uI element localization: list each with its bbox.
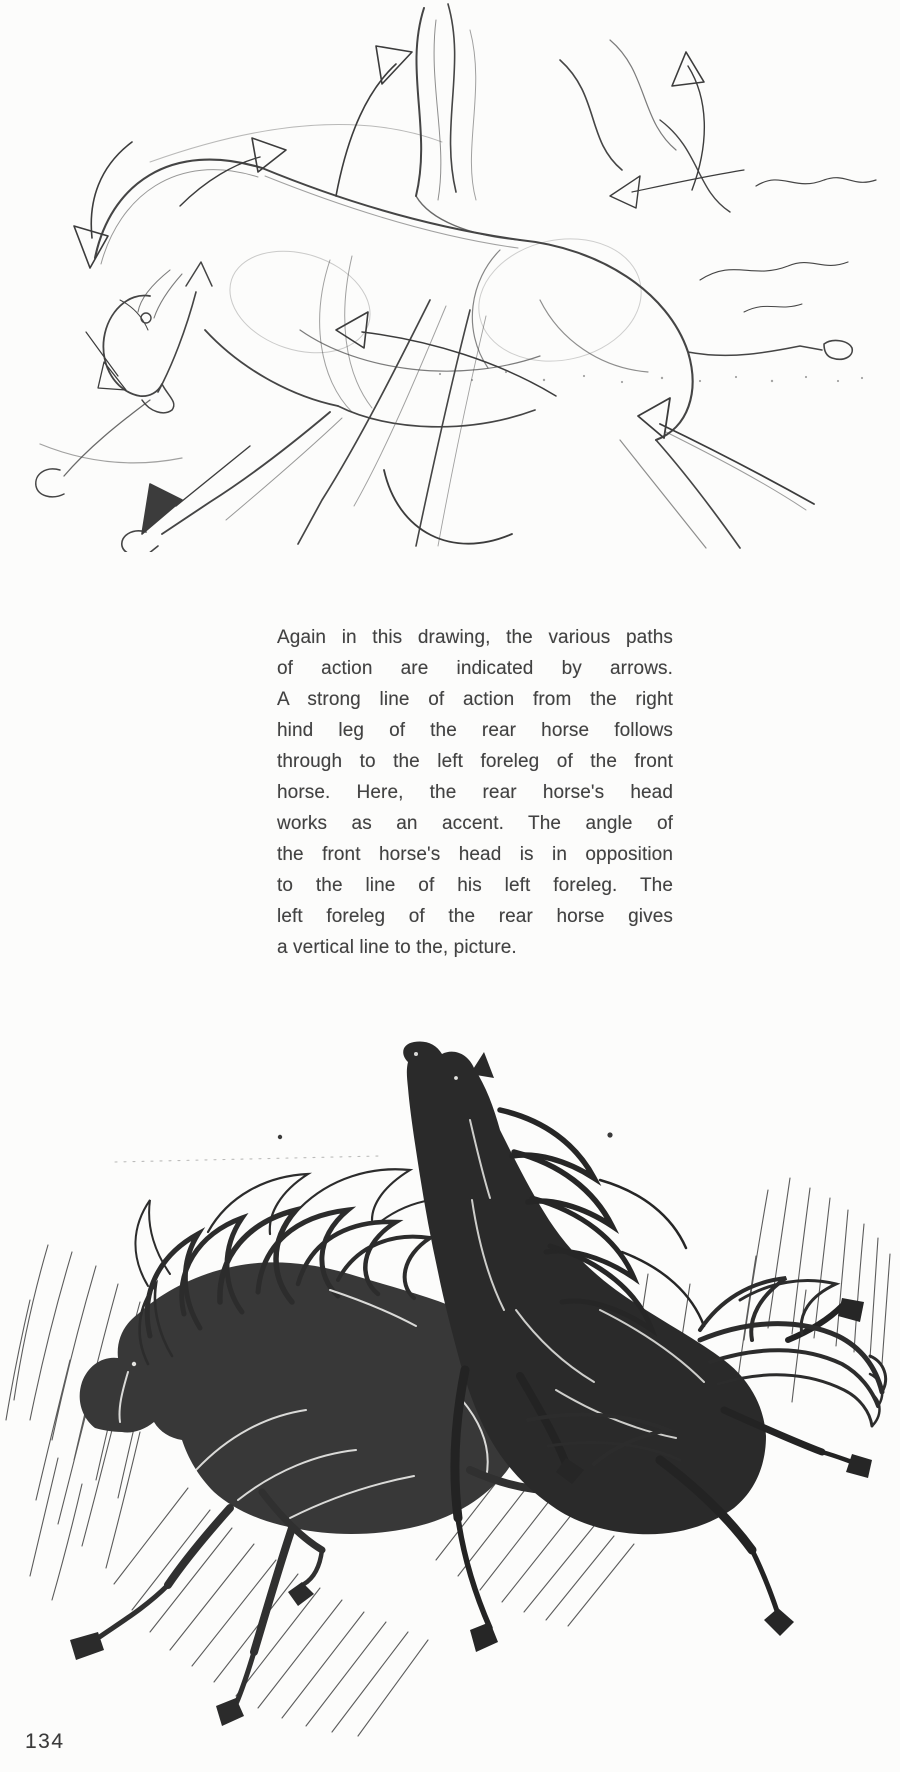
caption-line-11: a vertical line to the, picture. [277, 937, 517, 958]
left-horse-eye [132, 1362, 136, 1366]
front-horse-sketch [36, 160, 540, 552]
center-horse-eye [454, 1076, 458, 1080]
caption-line-3: A strong line of action from the right [277, 689, 673, 710]
caption-line-7: works as an accent. The angle of [277, 813, 673, 834]
caption-paragraph [277, 622, 673, 963]
caption-line-9: to the line of his left foreleg. The [277, 875, 673, 896]
caption-line-5: through to the left foreleg of the front [277, 751, 673, 772]
caption-line-1: Again in this drawing, the various paths [277, 627, 673, 648]
gesture-sketch-illustration [0, 0, 900, 552]
caption-line-10: left foreleg of the rear horse gives [277, 906, 673, 927]
page-number: 134 [25, 1730, 65, 1753]
center-horse-ear [470, 1052, 494, 1078]
rear-horse-sketch [416, 4, 876, 548]
finished-horses-illustration [0, 1040, 900, 1750]
action-arrows [74, 46, 814, 544]
caption-line-4: hind leg of the rear horse follows [277, 720, 673, 741]
caption-line-2: of action are indicated by arrows. [277, 658, 673, 679]
caption-line-8: the front horse's head is in opposition [277, 844, 673, 865]
center-horse-nostril [414, 1052, 418, 1056]
sketch-construction-lines [40, 125, 653, 463]
caption-line-6: horse. Here, the rear horse's head [277, 782, 673, 803]
center-horse [403, 1042, 872, 1653]
